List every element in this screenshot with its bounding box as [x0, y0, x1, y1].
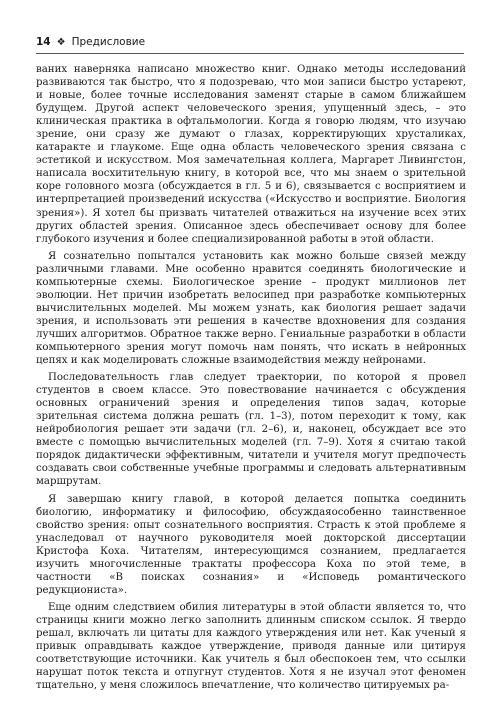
running-head: [36, 36, 145, 48]
paragraph: Последовательность глав следует траектории, по которой я провел студентов в своем классе. Это повествование начинается с обсуждения основных ограничений зрения и определения типов задач, которые зрительная система должна решать (гл. 1–3), потом переходит к тому, как нейробиология решает эти задачи (гл. 2–6), и, наконец, обсуждает все это вместе с помощью вычислительных моделей (гл. 7–9). Хотя я считаю такой порядок дидактически эффективным, читатели и учителя могут предпочесть создавать свои собственные учебные программы и следовать альтернативным маршрутам.: [36, 372, 466, 488]
ornament-icon: ❖: [56, 36, 66, 48]
header-rule: [36, 53, 464, 54]
section-title: Предисловие: [71, 36, 146, 48]
page-number: 14: [36, 36, 51, 48]
paragraph: Еще одним следствием обилия литературы в этой области является то, что страницы книги можно легко заполнить длинным списком ссылок. Я твердо решал, включать ли цитаты для каждого утверждения или нет. Как ученый я привык оправдывать каждое утверждение, приводя данные или цитируя соответствующие источники. Как учитель я был обеспокоен тем, что ссылки нарушат поток текста и отпугнут студентов. Хотя я не изучал этот феномен тщательно, у меня сложилось впечатление, что количество цитируемых ра-: [36, 601, 466, 692]
paragraph: Я завершаю книгу главой, в которой делается попытка соединить биологию, информатику и философию, обсуждаяособенно таинственное свойство зрения: опыт сознательного восприятия. Страсть к этой проблеме я унаследовал от научного руководителя моей докторской диссертации Кристофа Коха. Читателям, интересующимся сознанием, предлагается изучить многочисленные трактаты профессора Коха по этой теме, в частности «В поисках сознания» и «Исповедь романтического редукциониста».: [36, 493, 466, 596]
paragraph: Я сознательно попытался установить как можно больше связей между различными главами. Мне особенно нравится соединять биологические и компьютерные схемы. Биологическое зрение – продукт миллионов лет эволюции. Нет причин изобретать велосипед при разработке компьютерных вычислительных моделей. Мы можем узнать, как биология решает задачи зрения, и использовать эти решения в качестве вдохновения для создания лучших алгоритмов. Обратное также верно. Гениальные разработки в области компьютерного зрения могут помочь нам понять, что искать в нейронных цепях и как моделировать сложные взаимодействия между нейронами.: [36, 250, 466, 367]
body-text: [36, 63, 466, 692]
paragraph: ваних наверняка написано множество книг. Однако методы исследований развиваются так быстро, что я подозреваю, что мои записи быстро устареют, и новые, более точные исследования заменят старые в самом ближайшем будущем. Другой аспект человеческого зрения, упущенный здесь, – это клиническая практика в офтальмологии. Когда я говорю людям, что изучаю зрение, они сразу же думают о глазах, корректирующих хрусталиках, катаракте и глаукоме. Еще одна область человеческого зрения связана с эстетикой и искусством. Моя замечательная коллега, Маргарет Ливингстон, написала восхитительную книгу, в которой все, что мы знаем о зрительной коре головного мозга (обсуждается в гл. 5 и 6), связывается с восприятием и интерпретацией произведений искусства («Искусство и восприятие. Биология зрения»). Я хотел бы призвать читателей отважиться на изучение всех этих других областей зрения. Описанное здесь обеспечивает основу для более глубокого изучения и более специализированной работы в этой области.: [36, 64, 466, 245]
